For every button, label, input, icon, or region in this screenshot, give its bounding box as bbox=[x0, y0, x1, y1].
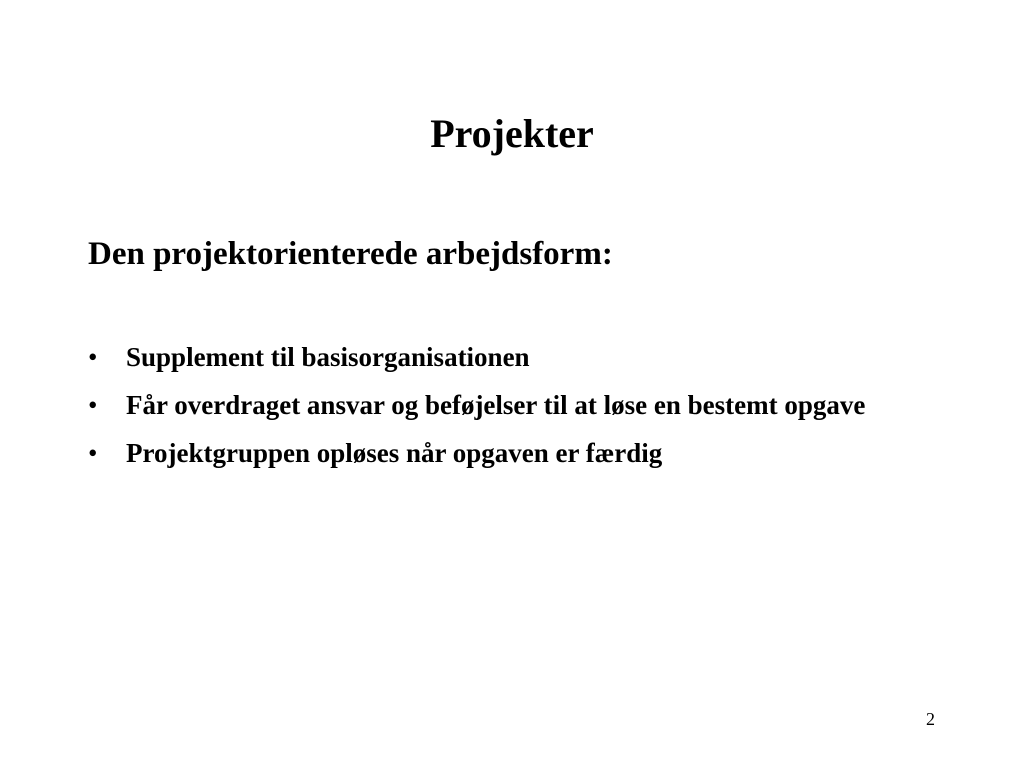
bullet-icon: • bbox=[88, 342, 98, 372]
bullet-text: Får overdraget ansvar og beføjelser til at løse en bestemt opgave bbox=[126, 390, 866, 420]
bullet-item bbox=[88, 338, 868, 376]
bullet-item bbox=[88, 386, 868, 424]
bullet-list bbox=[88, 338, 868, 482]
bullet-icon: • bbox=[88, 390, 98, 420]
slide-title: Projekter bbox=[430, 111, 594, 156]
bullet-text: Supplement til basisorganisationen bbox=[126, 342, 530, 372]
bullet-icon: • bbox=[88, 438, 98, 468]
slide-subtitle: Den projektorienterede arbejdsform: bbox=[88, 236, 613, 272]
bullet-item bbox=[88, 434, 868, 472]
page-number: 2 bbox=[926, 709, 935, 729]
bullet-text: Projektgruppen opløses når opgaven er færdig bbox=[126, 438, 663, 468]
